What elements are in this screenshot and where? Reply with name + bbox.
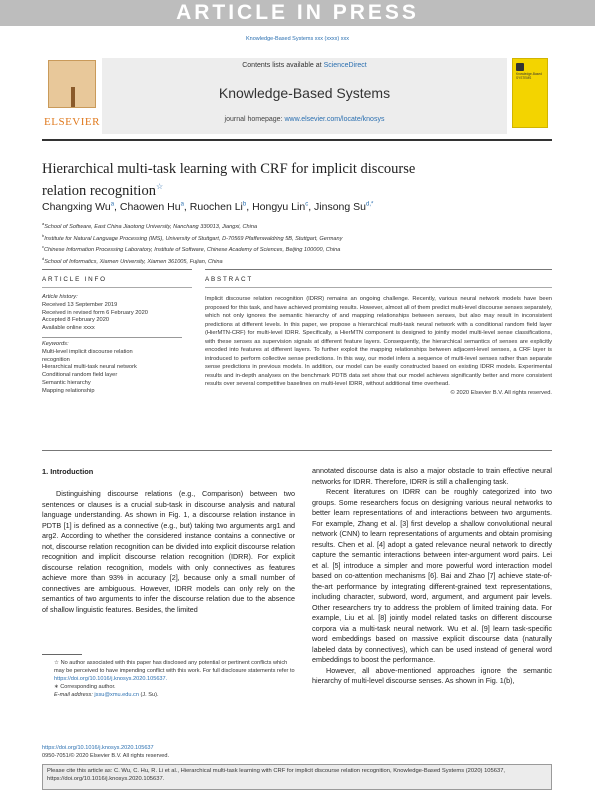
affiliation-text: Institute for Natural Language Processing (IMS), University of Stuttgart, D-70569 Pfaffenwaldring 5B, Stuttgart, Germany [44, 235, 343, 242]
affiliations [42, 220, 552, 267]
affiliation-mark: d [42, 255, 45, 261]
issn-line: 0950-7051/© 2020 Elsevier B.V. All rights reserved. [42, 753, 170, 759]
abstract-heading: ABSTRACT [205, 276, 253, 283]
author-separator: , [308, 201, 315, 213]
affiliation-text: School of Informatics, Xiamen University, Xiamen 361005, Fujian, China [44, 258, 223, 265]
history-item: Received in revised form 6 February 2020 [42, 309, 148, 316]
abstract-subdivider [205, 287, 552, 288]
footnote-doi-link[interactable]: https://doi.org/10.1016/j.knosys.2020.105637. [54, 676, 168, 682]
right-column [312, 466, 552, 687]
affiliation-line [42, 255, 552, 267]
cover-text: Knowledge-Based SYSTEMS [516, 72, 542, 80]
author-separator: , [246, 201, 253, 213]
cover-badge-icon [516, 63, 524, 71]
author-affiliation-mark[interactable]: a [110, 201, 115, 208]
author-affiliation-mark[interactable]: b [242, 201, 247, 208]
intro-paragraph-2: Recent literatures on IDRR can be roughly categorized into two groups. Some researchers focus on designing various neural networks to better learn representations of and interactions between two arguments. For example, Zhang et al. [3] first develop a shallow convolutional neural network (CNN) to learn representations of arguments and obtain promising results. Chen et al. [4] adopt a gated relevance neural network to directly capture the semantic interactions between inter-argument word pairs. Lei et al. [5] introduce a simpler and more powerful word interaction model based on co-attention mechanisms [6]. Bai and Zhao [7] achieve state-of-the-art performance by integrating different-grained text representations, including character, subword, word, argument, and argument pair levels. Other researchers try to address the problem of limited training data. For example, Liu et al. [8] jointly model related tasks on different discourse corpora via a multi-task neural network. Wu et al. [9] learn task-specific word embeddings based on massive explicit discourse data (naturally labeled data by connectives), which can be used instead of general word embeddings to boost the performance. [312, 487, 552, 664]
footnote-divider [42, 654, 82, 655]
author-affiliation-mark[interactable]: c [305, 201, 309, 208]
keyword-item: Hierarchical multi-task neural network [42, 364, 137, 371]
introduction-heading: 1. Introduction [42, 467, 94, 476]
article-info-divider [42, 269, 192, 270]
affiliation-line [42, 220, 552, 232]
article-identifiers [42, 744, 295, 760]
keyword-item: Mapping relationship [42, 387, 95, 394]
sciencedirect-link[interactable]: ScienceDirect [323, 62, 367, 69]
affiliation-mark: a [42, 221, 45, 226]
author-name: Ruochen Li [189, 201, 243, 213]
affiliation-text: Chinese Information Processing Laboratory, Institute of Software, Chinese Academy of Sciences, Beijing 100000, China [44, 247, 341, 254]
article-info-heading: ARTICLE INFO [42, 276, 107, 283]
elsevier-logo [42, 56, 102, 134]
citation-footer: Please cite this article as: C. Wu, C. Hu, R. Li et al., Hierarchical multi-task learning with CRF for implicit discourse relation recognition, Knowledge-Based Systems (2020) 105637, https://doi.org/10.1016/j.knosys.2020.105637. [42, 764, 552, 790]
author-affiliation-mark[interactable]: d,* [366, 201, 374, 208]
intro-paragraph-1-cont: annotated discourse data is also a major obstacle to train effective neural networks for IDRR. Therefore, IDRR is still a challenging task. [312, 466, 552, 486]
conflict-footnote: ☆ No author associated with this paper has disclosed any potential or pertinent conflicts which may be perceived to have impending conflict with this work. For full disclosure statements refer to https://doi.org/10.1016/j.knosys.2020.105637. [54, 660, 295, 682]
affiliation-line [42, 232, 552, 244]
author-separator: , [114, 201, 120, 213]
keywords-label: Keywords: [42, 340, 69, 347]
author-name: Changxing Wu [42, 201, 111, 213]
abstract-bottom-divider [42, 450, 552, 451]
affiliation-mark: c [42, 244, 44, 250]
author-list [42, 201, 562, 213]
author-name: Jinsong Su [314, 201, 366, 213]
article-info [42, 294, 192, 396]
abstract-text [205, 295, 552, 398]
left-column [42, 489, 295, 615]
history-label: Article history: [42, 294, 78, 300]
affiliation-mark: b [42, 232, 45, 238]
author-name: Hongyu Lin [252, 201, 306, 213]
journal-cover-image [508, 56, 552, 134]
author-separator: , [183, 201, 190, 213]
journal-name: Knowledge-Based Systems [218, 85, 391, 101]
corresponding-author-note: ∗ Corresponding author. [54, 684, 116, 690]
journal-citation-line[interactable]: Knowledge-Based Systems xxx (xxxx) xxx [245, 36, 349, 42]
header-divider [42, 139, 552, 141]
article-in-press-banner: ARTICLE IN PRESS [0, 0, 595, 26]
article-doi-link[interactable]: https://doi.org/10.1016/j.knosys.2020.105637 [42, 745, 154, 751]
author-name: Chaowen Hu [119, 201, 181, 213]
email-note: E-mail address: jssu@xmu.edu.cn (J. Su). [54, 692, 159, 698]
footnotes [42, 654, 295, 699]
affiliation-line [42, 243, 552, 255]
history-item: Received 13 September 2019 [42, 301, 118, 308]
title-footnote-mark[interactable]: ☆ [155, 182, 164, 191]
author-email-link[interactable]: jssu@xmu.edu.cn [94, 692, 139, 698]
history-item: Accepted 8 February 2020 [42, 317, 110, 324]
journal-header [102, 58, 507, 134]
abstract-copyright: © 2020 Elsevier B.V. All rights reserved. [450, 390, 552, 397]
history-item: Available online xxxx [42, 325, 95, 332]
affiliation-text: School of Software, East China Jiaotong University, Nanchang 330013, Jiangxi, China [44, 223, 258, 230]
paper-title: Hierarchical multi-task learning with CRF for implicit discourse relation recognition☆ [42, 161, 416, 199]
elsevier-tree-icon [48, 60, 96, 108]
abstract-divider [205, 269, 552, 270]
homepage-line: journal homepage: www.elsevier.com/locate/knosys [224, 116, 385, 123]
publisher-name: ELSEVIER [44, 116, 100, 128]
intro-paragraph-1: Distinguishing discourse relations (e.g., Comparison) between two sentences or clauses is a crucial sub-task in discourse analysis and natural language understanding. As shown in Fig. 1, a discourse relation instance in PDTB [1] is defined as a connective (e.g., but) taking two arguments arg1 and arg2. According to whether the considered instance contains a connective or not, discourse relation recognition can be divided into explicit discourse relation recognition and implicit discourse relation recognition (IDRR). For explicit discourse relation recognition, models with only connectives as features achieve more than 93% in accuracy [2], because only a small number of connectives are ambiguous. However, IDRR models can only rely on the semantics of two arguments to infer the discourse relation due to the absence of shallow linguistic features. Besides, the limited [42, 489, 295, 614]
article-info-subdivider [42, 287, 192, 288]
homepage-link[interactable]: www.elsevier.com/locate/knosys [284, 116, 385, 123]
intro-paragraph-3: However, all above-mentioned approaches ignore the semantic hierarchy of multi-level discourse senses. As shown in Fig. 1(b), [312, 665, 552, 685]
keyword-item: recognition [42, 356, 70, 363]
keyword-item: Multi-level implicit discourse relation [42, 348, 133, 355]
keyword-item: Semantic hierarchy [42, 379, 91, 386]
keyword-item: Conditional random field layer [42, 372, 118, 379]
abstract-body: Implicit discourse relation recognition (IDRR) remains an ongoing challenge. Recently, various neural network models have been proposed for this task, and have achieved promising results. However, almost all of them predict multi-level discourse senses separately, which not only ignores the semantic hierarchy of and mapping relationships between senses, but also may result in inconsistent predictions at different levels. In this paper, we propose a hierarchical multi-task neural network with a conditional random field layer (HierMTN-CRF) for multi-level IDRR. Specifically, a HierMTN component is designed to jointly model multi-level sense classifications, with these senses as supervision signals at different feature layers. Consequently, the hierarchical semantics of senses are explicitly encoded into features at different layers. To further exploit the mapping relationships between adjacent-level senses, a CRF layer is introduced to perform collective sense predictions. In this way, our model infers a sequence of multi-level senses rather than separate sense predictions in previous models. In addition, our model can be easily constructed based on existing IDRR models. Experimental results and in-depth analyses on the benchmark PDTB data set show that our model achieves significantly better and more consistent results over several competitive baselines on multi-level IDRR, without additional time overhead. [205, 296, 552, 388]
author-affiliation-mark[interactable]: a [180, 201, 184, 208]
contents-line: Contents lists available at ScienceDirect [242, 62, 367, 69]
